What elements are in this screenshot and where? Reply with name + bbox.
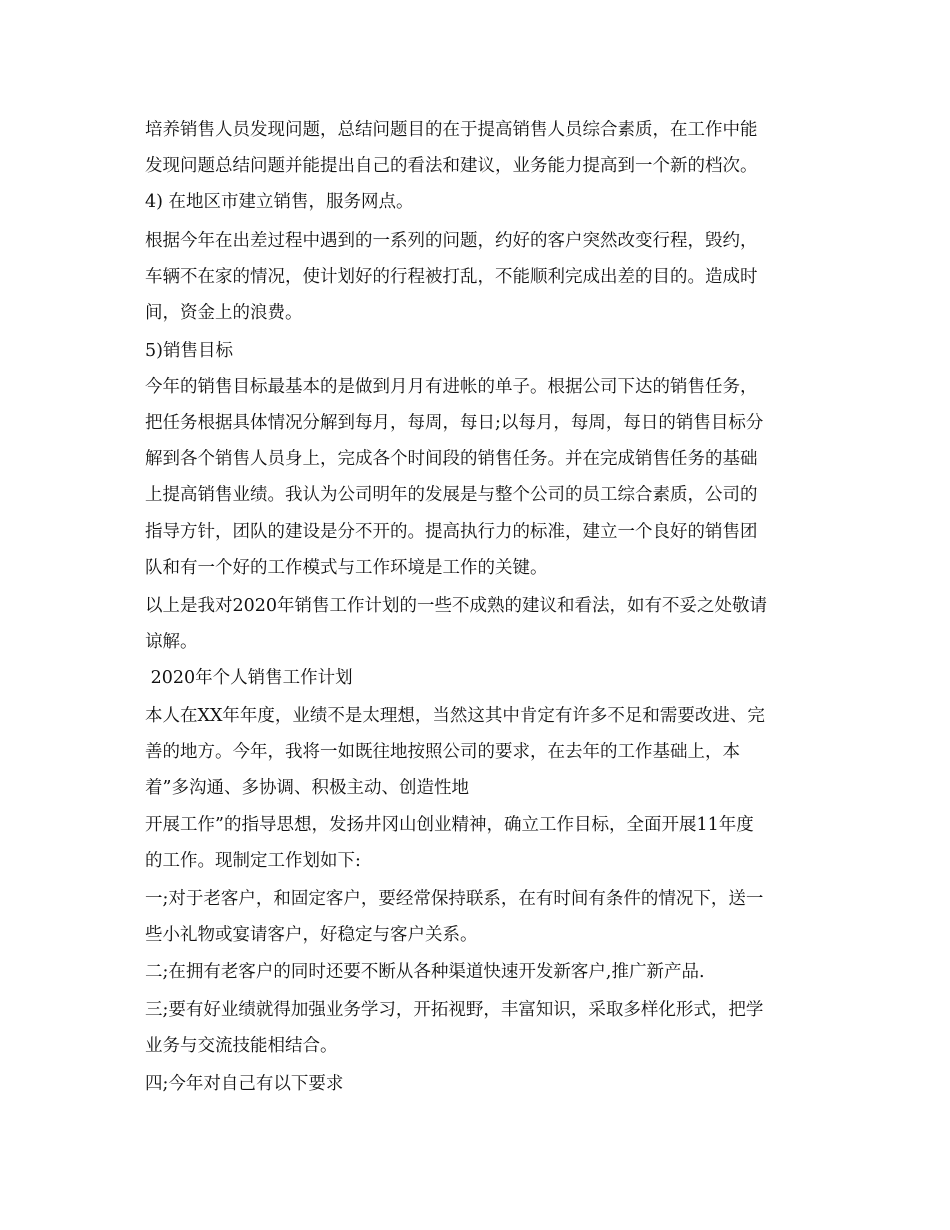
text-line: 业务与交流技能相结合。 [145,1036,338,1056]
text-line: 着”多沟通、多协调、积极主动、创造性地 [145,778,469,798]
text-line: 队和有一个好的工作模式与工作环境是工作的关键。 [145,558,548,578]
text-line: 解到各个销售人员身上，完成各个时间段的销售任务。并在完成销售任务的基础 [145,449,758,469]
text-line: 4) 在地区市建立销售，服务网点。 [145,192,414,212]
text-line: 把任务根据具体情况分解到每月，每周，每日;以每月，每周，每日的销售目标分 [145,413,764,433]
text-line: 发现问题总结问题并能提出自己的看法和建议，业务能力提高到一个新的档次。 [145,156,758,176]
text-line: 间，资金上的浪费。 [145,303,303,323]
text-line: 指导方针，团队的建设是分不开的。提高执行力的标准，建立一个良好的销售团 [145,522,758,542]
text-line: 四;今年对自己有以下要求 [145,1074,344,1094]
section-heading: 5)销售目标 [145,341,233,361]
section-heading: 2020年个人销售工作计划 [145,668,353,688]
text-line: 车辆不在家的情况，使计划好的行程被打乱，不能顺利完成出差的目的。造成时 [145,267,758,287]
text-line: 上提高销售业绩。我认为公司明年的发展是与整个公司的员工综合素质，公司的 [145,485,758,505]
text-line: 二;在拥有老客户的同时还要不断从各种渠道快速开发新客户,推广新产品. [145,962,705,982]
text-line: 以上是我对2020年销售工作计划的一些不成熟的建议和看法，如有不妥之处敬请 [145,596,768,616]
text-line: 善的地方。今年，我将一如既往地按照公司的要求，在去年的工作基础上，本 [145,742,740,762]
text-line: 的工作。现制定工作划如下: [145,851,361,871]
text-line: 些小礼物或宴请客户，好稳定与客户关系。 [145,925,478,945]
text-line: 本人在XX年年度，业绩不是太理想，当然这其中肯定有许多不足和需要改进、完 [145,706,765,726]
text-line: 培养销售人员发现问题，总结问题目的在于提高销售人员综合素质，在工作中能 [145,120,758,140]
text-line: 谅解。 [145,632,198,652]
text-line: 一;对于老客户，和固定客户，要经常保持联系，在有时间有条件的情况下，送一 [145,889,764,909]
text-line: 根据今年在出差过程中遇到的一系列的问题，约好的客户突然改变行程，毁约， [145,231,758,251]
text-line: 开展工作”的指导思想，发扬井冈山创业精神，确立工作目标，全面开展11年度 [145,815,754,835]
text-line: 三;要有好业绩就得加强业务学习，开拓视野，丰富知识，采取多样化形式，把学 [145,1000,764,1020]
text-line: 今年的销售目标最基本的是做到月月有进帐的单子。根据公司下达的销售任务， [145,377,758,397]
